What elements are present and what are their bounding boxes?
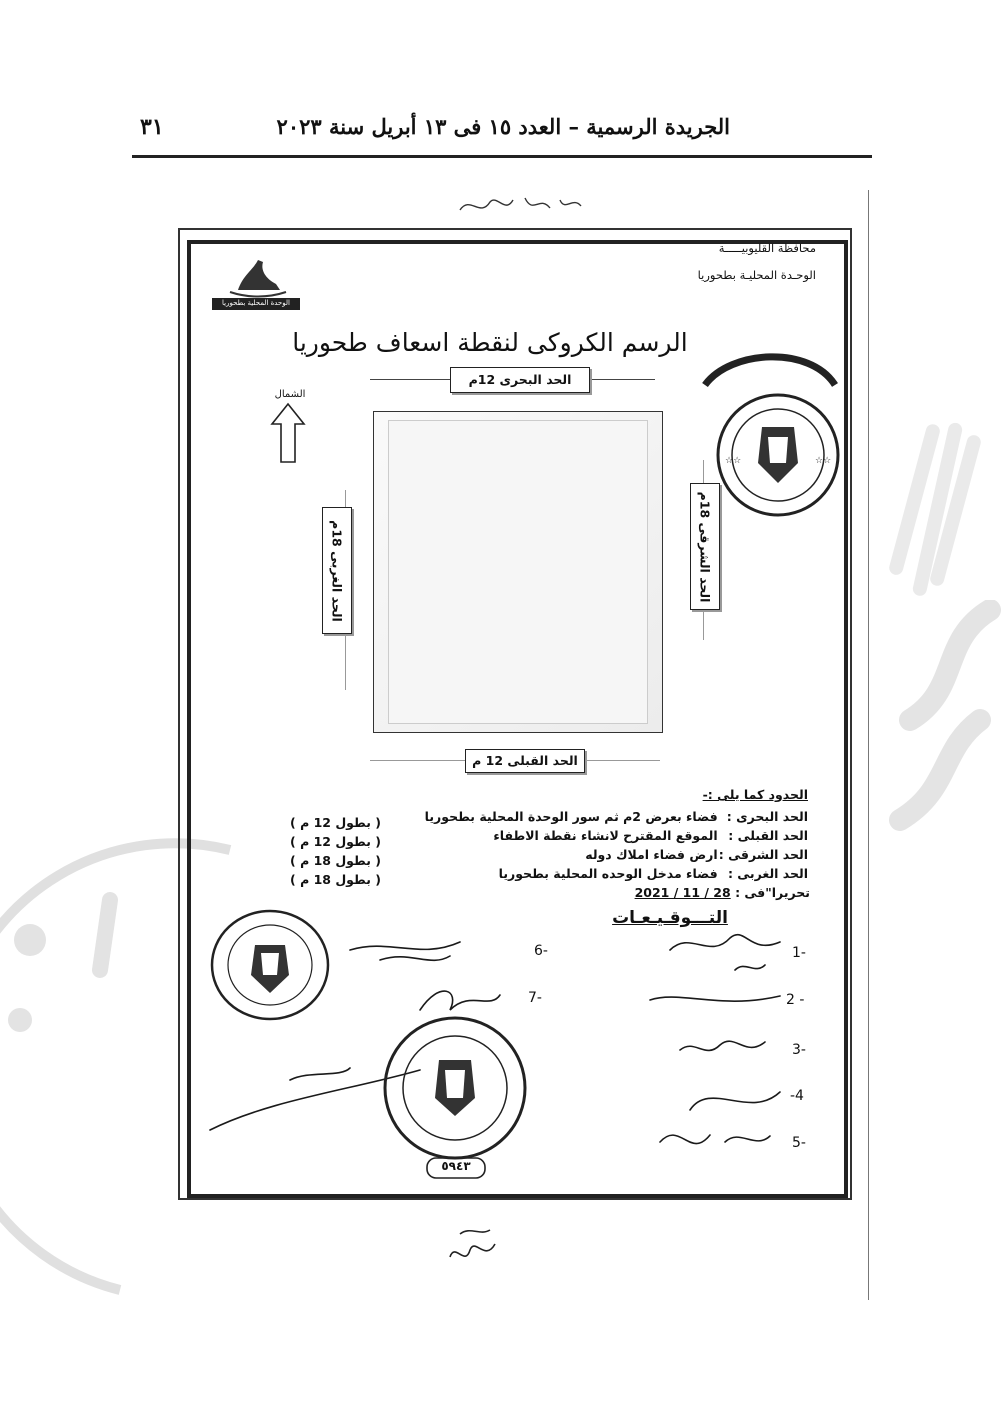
official-seal-right <box>690 345 850 525</box>
boundary-row-label: الحد البحرى : <box>726 809 808 824</box>
official-seal-center <box>375 1010 535 1185</box>
north-boundary-label: الحد البحرى 12م <box>450 367 590 393</box>
west-boundary-label: الحد الغربى 18م <box>329 519 345 622</box>
date-line <box>540 885 810 900</box>
watermark-diagonal-text <box>880 600 1004 860</box>
logo-caption: الوحدة المحلية بطحوريا <box>222 299 290 307</box>
signature-number-6: 6- <box>534 943 548 959</box>
boundary-row-desc: الموقع المقترح لانشاء نقطة الاطفاء <box>493 828 718 843</box>
sketch-title: الرسم الكروكى لنقطة اسعاف طحوريا <box>292 328 688 357</box>
date-label: تحريرا"فى : <box>735 885 810 900</box>
signature-number-1: 1- <box>792 945 806 961</box>
watermark-emblem <box>833 403 1004 608</box>
official-seal-left <box>205 905 335 1025</box>
handwritten-top-note <box>455 190 595 220</box>
boundaries-heading: الحدود كما يلى :- <box>702 787 808 802</box>
svg-text:☆☆: ☆☆ <box>815 456 832 466</box>
boundary-row-label: الحد القبلى : <box>728 828 808 843</box>
governorate-label: محافظة القليوبيـــــة <box>718 241 816 255</box>
boundary-row-desc: ارض فضاء املاك دوله <box>585 847 718 862</box>
boundary-row-label: الحد الشرقى : <box>718 847 808 862</box>
signature-number-5: 5- <box>792 1135 806 1151</box>
gazette-header-title: الجريدة الرسمية – العدد ١٥ فى ١٣ أبريل سنة ٢٠٢٣ <box>276 114 730 139</box>
north-label: الشمال <box>274 389 306 400</box>
boundary-row-label: الحد الغربى : <box>727 866 808 881</box>
boundary-row-desc: فضاء مدخل الوحده المحلية بطحوريا <box>498 866 718 881</box>
local-unit-logo <box>208 250 304 314</box>
boundary-row-length: ( بطول 18 م ) <box>290 872 381 887</box>
signature-number-4: -4 <box>790 1088 804 1104</box>
page-number: ٣١ <box>140 114 164 140</box>
svg-text:☆☆: ☆☆ <box>725 456 742 466</box>
site-plot-inner <box>388 420 648 724</box>
seal-number: ٥٩٤٣ <box>441 1159 471 1173</box>
boundary-row-length: ( بطول 12 م ) <box>290 815 381 830</box>
site-plot <box>373 411 663 733</box>
signature-number-3: 3- <box>792 1042 806 1058</box>
signatures-heading: التـــوقـيـعـات <box>612 908 728 928</box>
south-boundary-label: الحد القبلى 12 م <box>465 749 585 773</box>
east-boundary-label: الحد الشرقى 18م <box>697 491 713 602</box>
north-arrow-icon <box>270 402 306 464</box>
local-unit-label: الوحـدة المحليـة بطحوريا <box>697 268 816 282</box>
boundary-row-length: ( بطول 18 م ) <box>290 853 381 868</box>
boundary-row-length: ( بطول 12 م ) <box>290 834 381 849</box>
signature-number-2: 2 - <box>786 992 805 1008</box>
boundary-row-desc: فضاء بعرض 2م ثم سور الوحدة المحلية بطحوريا <box>424 809 718 824</box>
west-boundary-box <box>322 507 352 634</box>
scan-edge <box>868 190 869 1300</box>
signature-number-7: 7- <box>528 990 542 1006</box>
handwritten-bottom-note <box>440 1222 510 1272</box>
header-rule <box>132 155 872 158</box>
date-value: 2021 / 11 / 28 <box>634 885 731 900</box>
